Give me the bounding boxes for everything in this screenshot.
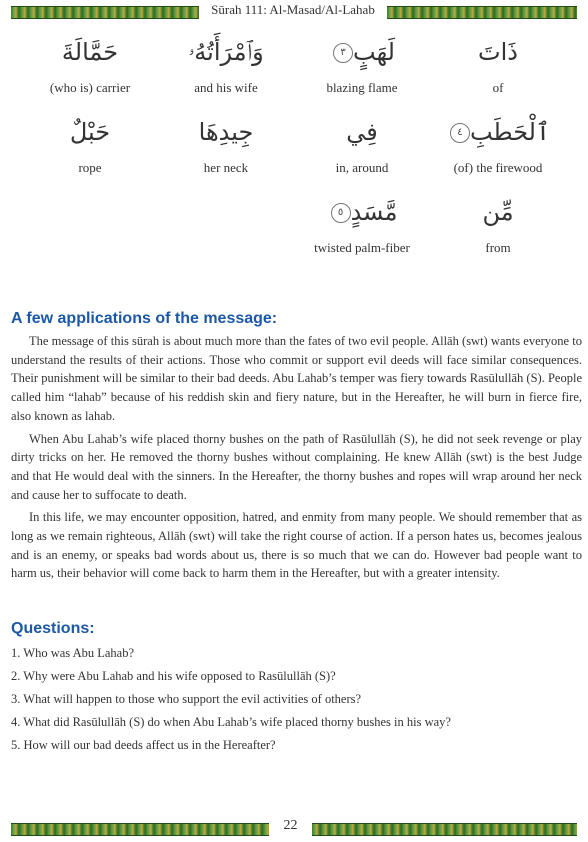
arabic-text: مَّسَدٍ: [350, 198, 398, 226]
question-item: 2. Why were Abu Lahab and his wife opposed to Rasūlullāh (S)?: [11, 669, 336, 683]
arabic-word: [430, 110, 566, 154]
vocab-cell: [430, 110, 566, 176]
arabic-word: مِّن: [482, 198, 514, 226]
questions-list: [11, 642, 582, 757]
english-meaning: twisted palm-fiber: [314, 240, 410, 255]
arabic-text: لَهَبٍ: [353, 38, 395, 66]
english-meaning: in, around: [335, 160, 389, 175]
english-meaning: of: [492, 80, 504, 95]
footer-border-left: [11, 823, 269, 836]
page-header-title: Sūrah 111: Al-Masad/Al-Lahab: [211, 2, 375, 17]
english-meaning: rope: [78, 160, 102, 175]
page-number: 22: [283, 818, 298, 833]
applications-paragraph-1: The message of this sūrah is about much more than the fates of two evil people. Allāh (swt) wants everyone to understand the results of their actions. Those who commit or support evil deeds will face similar consequences. Their punishment will be similar to their bad deeds. Abu Lahab’s temper was fiery towards Rasūlullāh (S). People called him “lahab” because of his reddish skin and fiery nature, but in the Hereafter, he will burn in fierce fire, also known as lahab.: [11, 334, 582, 423]
footer-border-right: [312, 823, 577, 836]
vocab-cell: [430, 190, 566, 256]
vocab-cell: [430, 30, 566, 96]
arabic-word: جِيدِهَا: [198, 118, 254, 146]
arabic-word: وَٱمْرَأَتُهُۥ: [188, 38, 264, 66]
questions-section: [11, 620, 582, 757]
vocab-cell: [158, 110, 294, 176]
arabic-word: [294, 190, 430, 234]
english-meaning: her neck: [203, 160, 249, 175]
arabic-word: ذَاتَ: [478, 38, 518, 66]
vocab-cell: [158, 30, 294, 96]
question-item: 5. How will our bad deeds affect us in the Hereafter?: [11, 738, 276, 752]
english-meaning: and his wife: [194, 80, 258, 95]
ayah-marker-icon: ٣: [333, 43, 353, 63]
header-border-left: [11, 6, 199, 19]
arabic-word: حَبْلٌ: [69, 118, 111, 146]
vocab-cell: [294, 190, 430, 256]
question-item: 4. What did Rasūlullāh (S) do when Abu Lahab’s wife placed thorny bushes in his way?: [11, 715, 451, 729]
ayah-marker-icon: ٤: [450, 123, 470, 143]
vocab-cell: [294, 110, 430, 176]
vocab-row: [22, 110, 566, 190]
english-meaning: (who is) carrier: [49, 80, 131, 95]
question-item: 1. Who was Abu Lahab?: [11, 646, 135, 660]
english-meaning: blazing flame: [326, 80, 398, 95]
vocab-cell: [22, 30, 158, 96]
header-border-right: [387, 6, 577, 19]
applications-paragraph-2: When Abu Lahab’s wife placed thorny bushes on the path of Rasūlullāh (S), he did not seek revenge or play dirty tricks on her. He removed the thorny bushes without complaining. He knew Allāh (swt) is the best Judge and that He would deal with the sinners. In the Hereafter, the thorny bushes and ropes will wrap around her neck and cause her to suffocate to death.: [11, 431, 582, 502]
vocab-cell: [22, 110, 158, 176]
applications-paragraph-3: In this life, we may encounter opposition, hatred, and enmity from many people. We should remember that as long as we remain righteous, Allāh (swt) will take the right course of action. If a person hates us, becomes jealous and is an enemy, or speaks bad words about us, there is so much that we can do. However bad people want to harm us, their behavior will come back to harm them in the Hereafter, but with a greater intensity.: [11, 510, 582, 581]
english-meaning: (of) the firewood: [453, 160, 543, 175]
arabic-text: ٱلْحَطَبِ: [469, 118, 551, 146]
applications-heading: A few applications of the message:: [11, 310, 278, 327]
vocabulary-grid: [22, 30, 566, 280]
arabic-word: فِي: [346, 118, 378, 146]
arabic-word: [294, 30, 430, 74]
questions-heading: Questions:: [11, 620, 95, 637]
english-meaning: from: [485, 240, 511, 255]
vocab-row: [22, 30, 566, 110]
vocab-row: [22, 190, 566, 280]
applications-section: [11, 310, 582, 587]
ayah-marker-icon: ٥: [331, 203, 351, 223]
arabic-word: حَمَّالَةَ: [61, 38, 119, 66]
question-item: 3. What will happen to those who support the evil activities of others?: [11, 692, 362, 706]
vocab-cell: [294, 30, 430, 96]
